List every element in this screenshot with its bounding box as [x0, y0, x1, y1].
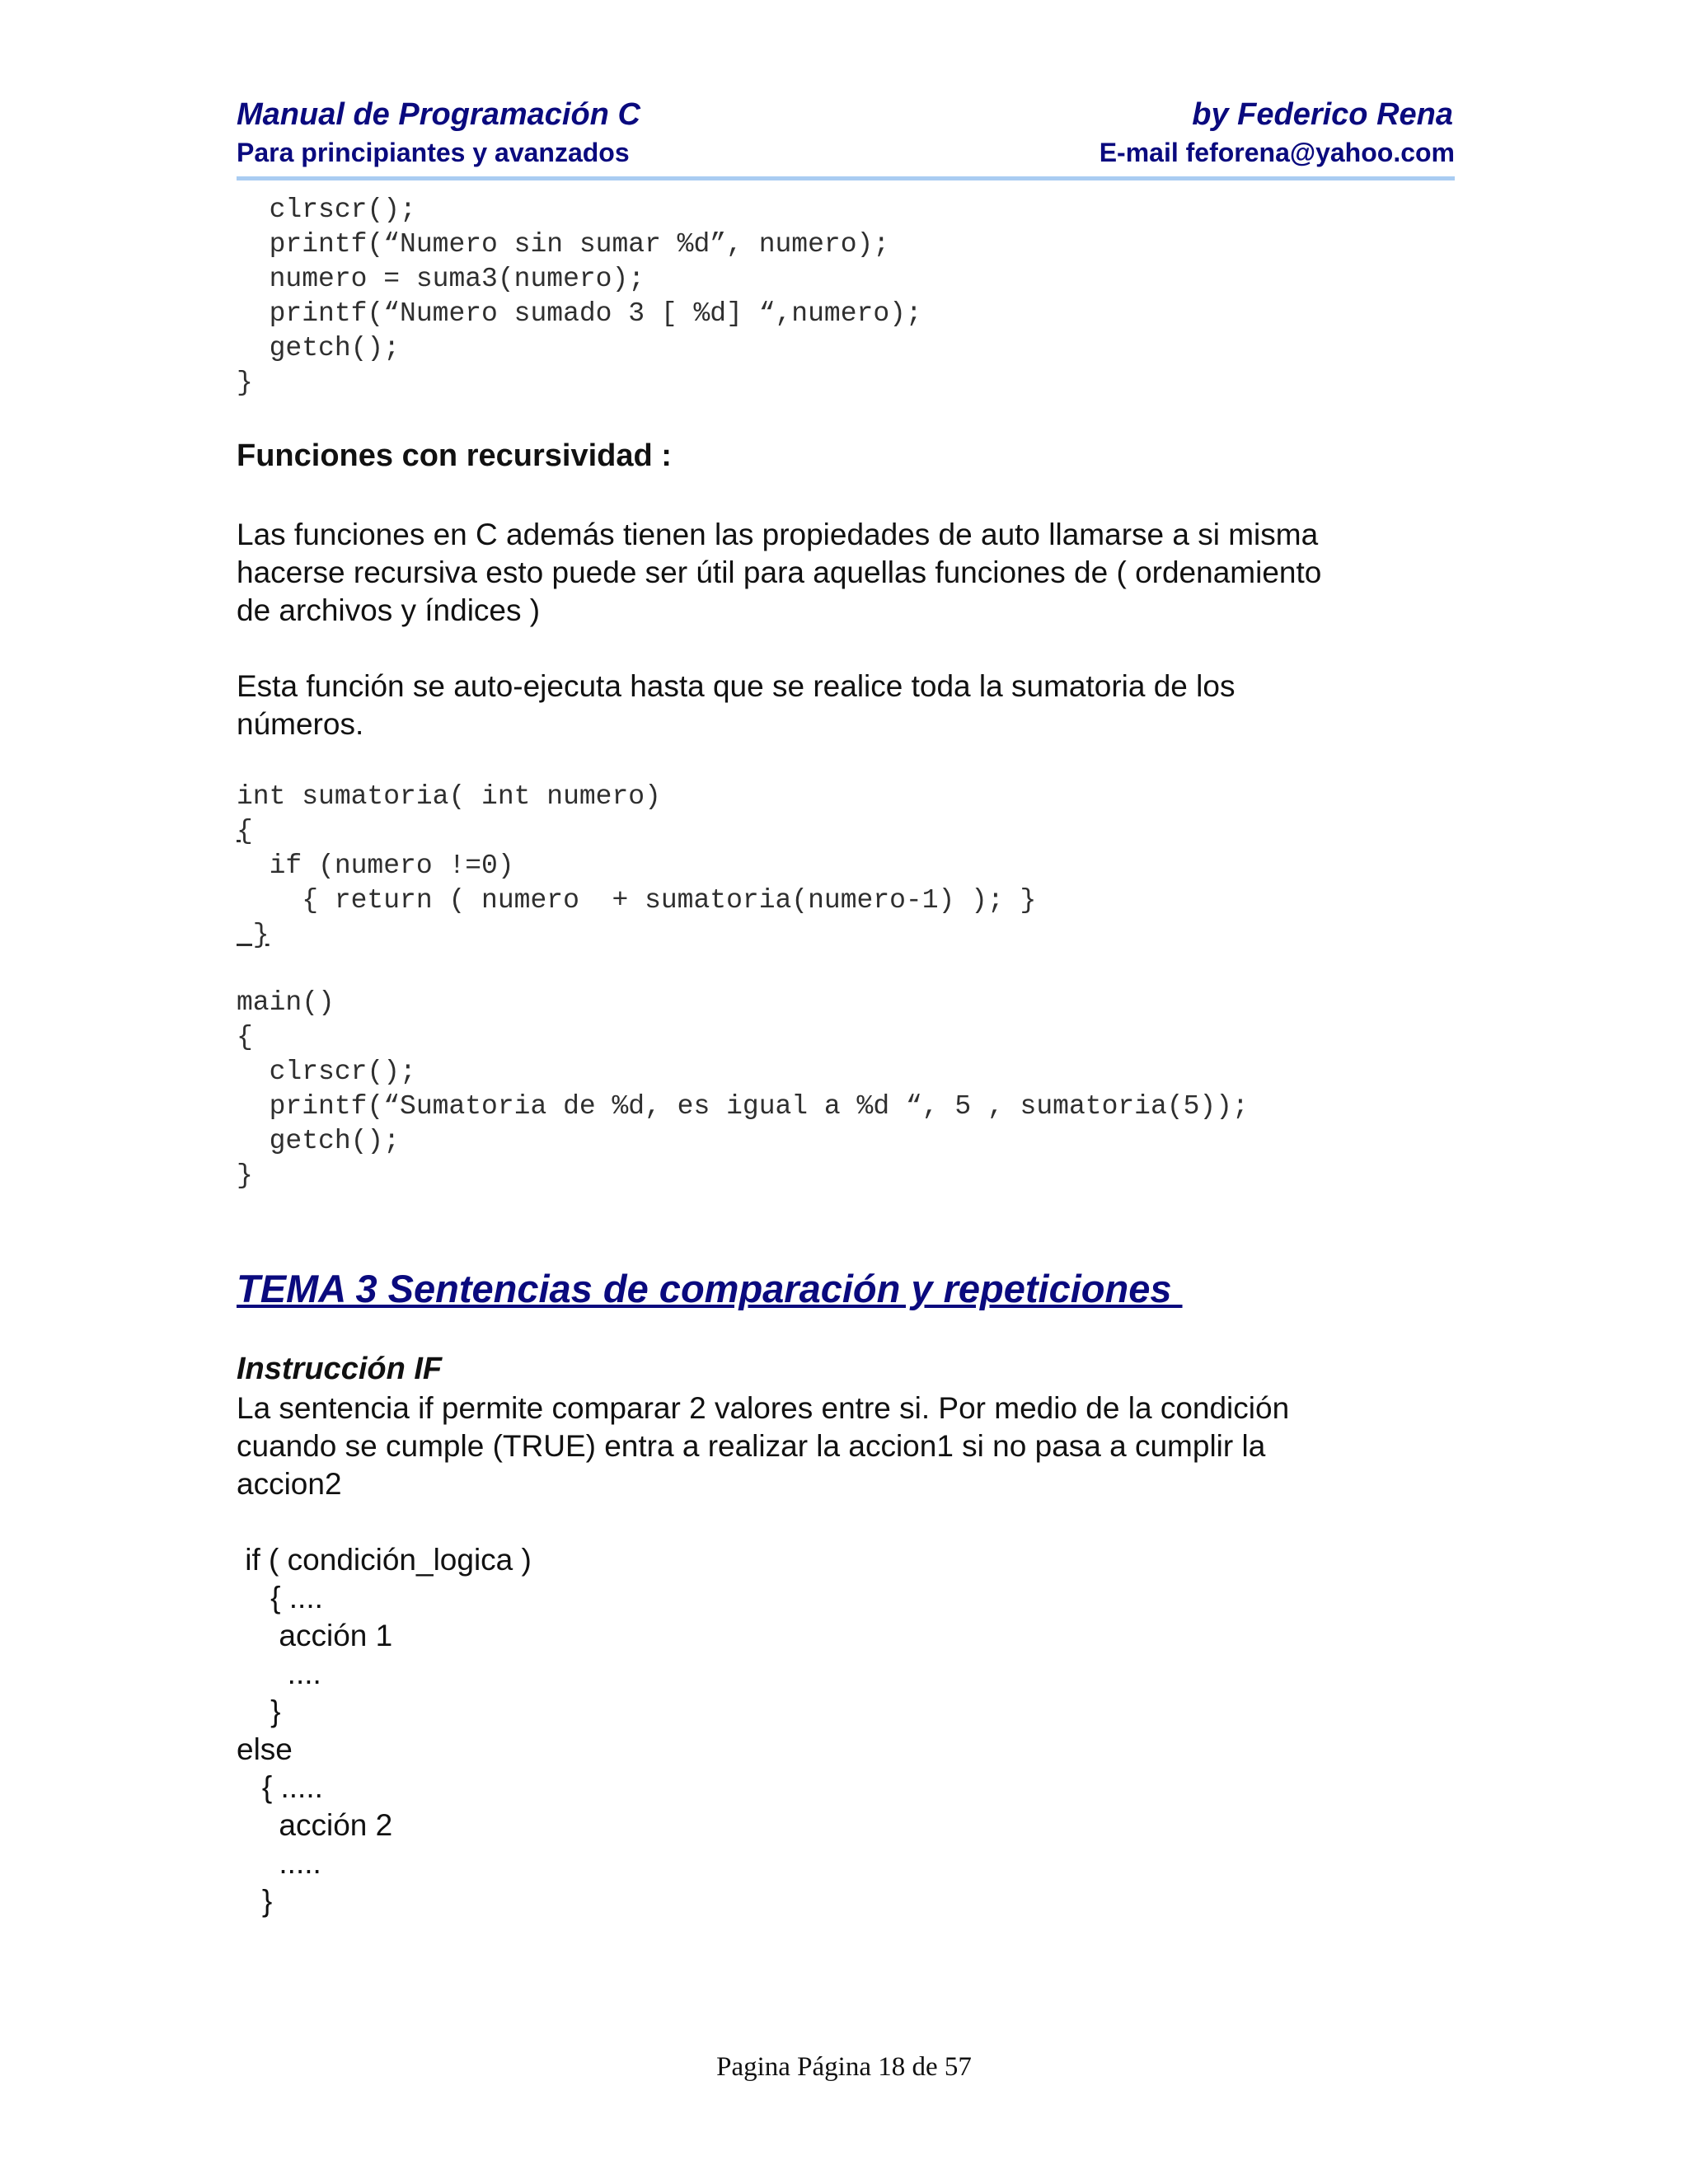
code-line: if (numero !=0) [237, 851, 514, 881]
code-line: { [237, 816, 253, 846]
code-block-sumatoria [237, 780, 1036, 953]
pseudo-line: } [237, 1884, 273, 1918]
manual-subtitle: Para principiantes y avanzados [237, 138, 630, 167]
recursion-heading: Funciones con recursividad : [237, 438, 672, 473]
pseudo-line: { .... [237, 1581, 323, 1615]
paragraph-line: La sentencia if permite comparar 2 valores entre si. Por medio de la condición [237, 1391, 1290, 1425]
pseudo-line: acción 1 [237, 1619, 393, 1652]
code-line: printf(“Numero sin sumar %d”, numero); [237, 229, 890, 260]
paragraph-line: de archivos y índices ) [237, 593, 541, 627]
code-line: getch(); [237, 1126, 401, 1156]
code-line: printf(“Numero sumado 3 [ %d] “,numero); [237, 298, 922, 329]
pseudo-line: ..... [237, 1846, 321, 1880]
paragraph-line: accion2 [237, 1467, 342, 1501]
pseudo-line: .... [237, 1657, 321, 1690]
paragraph-line: cuando se cumple (TRUE) entra a realizar la accion1 si no pasa a cumplir la [237, 1429, 1266, 1463]
paragraph-line: números. [237, 707, 364, 741]
pseudo-line: { ..... [237, 1770, 323, 1804]
manual-title: Manual de Programación C [237, 97, 640, 132]
pseudo-line: else [237, 1732, 293, 1766]
paragraph-line: hacerse recursiva esto puede ser útil para aquellas funciones de ( ordenamiento [237, 555, 1322, 589]
pseudo-line: acción 2 [237, 1808, 393, 1842]
recursion-paragraph-1 [237, 516, 1456, 630]
tema-3-heading: TEMA 3 Sentencias de comparación y repeticiones [237, 1267, 1183, 1310]
code-line: main() [237, 987, 335, 1018]
instruccion-if-heading: Instrucción IF [237, 1352, 443, 1386]
pseudo-line: } [237, 1694, 281, 1728]
instruccion-if-paragraph [237, 1390, 1456, 1503]
page-footer: Pagina Página 18 de 57 [716, 2052, 972, 2082]
author-email: E-mail feforena@yahoo.com [1099, 138, 1455, 167]
code-line: numero = suma3(numero); [237, 264, 645, 294]
paragraph-line: Las funciones en C además tienen las propiedades de auto llamarse a si misma [237, 518, 1319, 551]
author-name: by Federico Rena [1192, 97, 1453, 132]
paragraph-line: Esta función se auto-ejecuta hasta que se realice toda la sumatoria de los [237, 669, 1236, 703]
recursion-paragraph-2 [237, 668, 1456, 743]
pseudo-line: if ( condición_logica ) [237, 1543, 532, 1577]
code-block-main [237, 986, 1249, 1193]
code-line: } [237, 1160, 253, 1191]
code-line: int sumatoria( int numero) [237, 781, 661, 812]
if-else-pseudocode [237, 1541, 532, 1920]
code-block-suma3 [237, 193, 922, 401]
code-line: printf(“Sumatoria de %d, es igual a %d “, 5 , sumatoria(5)); [237, 1091, 1249, 1122]
header-divider [237, 176, 1455, 180]
code-line: getch(); [237, 333, 401, 363]
code-line: { return ( numero + sumatoria(numero-1) ); } [237, 885, 1037, 916]
code-line: } [237, 920, 270, 950]
code-line: } [237, 368, 253, 398]
code-line: clrscr(); [237, 1057, 416, 1087]
code-line: clrscr(); [237, 194, 416, 225]
code-line: { [237, 1022, 253, 1052]
